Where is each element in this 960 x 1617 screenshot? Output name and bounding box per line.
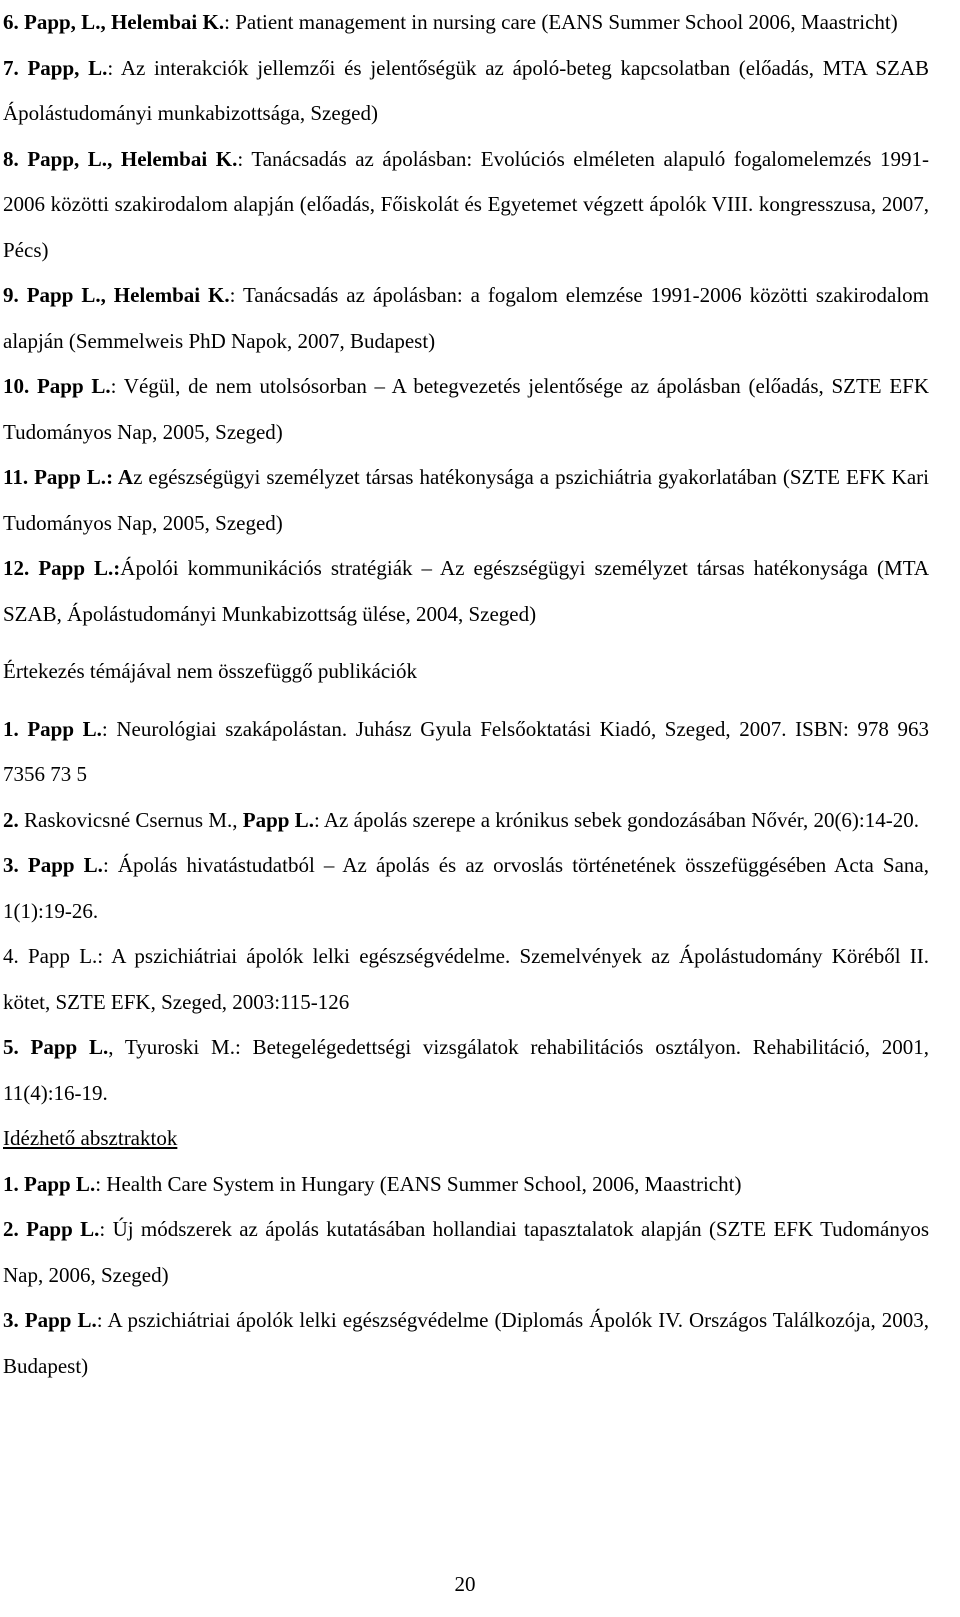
item-number: 9. [3,283,19,307]
item-number: 1. [3,1171,19,1196]
list-item [3,934,929,1025]
list-item [3,364,929,455]
author-bold: Papp L. [24,1308,97,1332]
citation-text: : Az ápolás szerepe a krónikus sebek gondozásában Nővér, 20(6):14-20. [313,807,920,832]
list-item [3,843,929,934]
list-item [3,273,929,364]
list-item [3,1207,929,1298]
list-item [3,1162,929,1208]
section-heading [3,1116,929,1162]
author-bold: Papp, L. [27,146,108,171]
author-bold: Papp L. [30,1035,109,1059]
item-number: 1. [3,716,19,741]
citation-text: : Ápolás hivatástudatból – Az ápolás és az orvoslás történetének összefüggésében Acta Sana, 1(1):19-26. [3,853,930,923]
author-bold: Papp L.: [38,556,121,580]
citation-text: , Tyuroski M.: Betegelégedettségi vizsgálatok rehabilitációs osztályon. Rehabilitáció, 2001, 11(4):16-19. [3,1035,929,1105]
list-item [3,46,929,137]
citation-text: : Tanácsadás az ápolásban: Evolúciós elméleten alapuló fogalomelemzés 1991-2006 közötti szakirodalom alapján (előadás, Főiskolát és Egyetemet végzett ápolók VIII. kongresszusa, 2007, Pécs) [3,146,929,262]
author-bold: Papp L. [34,465,107,489]
citation-text: : Tanácsadás az ápolásban: a fogalom elemzése 1991-2006 közötti szakirodalom alapján (Semmelweis PhD Napok, 2007, Budapest) [3,283,930,353]
citation-text: Papp L.: A pszichiátriai ápolók lelki egészségvédelme. Szemelvények az Ápolástudomány Köréből II. kötet, SZTE EFK, Szeged, 2003:115-126 [3,944,929,1014]
list-item [3,137,929,274]
item-number: 7. [3,55,19,80]
list-item [3,0,929,46]
citation-text: : Patient management in nursing care (EANS Summer School 2006, Maastricht) [224,10,898,34]
list-item [3,1025,929,1116]
list-item [3,1298,929,1389]
coauthor: , Helembai K. [107,146,238,171]
coauthor: : A [106,465,134,489]
item-number: 3. [3,853,19,877]
author-bold: Papp, L. [24,10,101,34]
author-bold: Papp L. [26,1217,100,1241]
citation-text: Ápolói kommunikációs stratégiák – Az egészségügyi személyzet társas hatékonysága (MTA SZAB, Ápolástudományi Munkabizottság ülése, 2004, Szeged) [3,556,930,626]
author-bold: Papp L. [26,283,101,307]
coauthor: Raskovicsné Csernus M., [18,807,243,832]
author-bold: Papp L. [36,374,111,398]
item-number: 12. [3,556,30,580]
citation-text: : Az interakciók jellemzői és jelentőségük az ápoló-beteg kapcsolatban (előadás, MTA SZAB Ápolástudományi munkabizottsága, Szeged) [3,55,929,125]
author-bold: Papp L. [24,1171,96,1196]
author-bold: Papp L. [242,807,314,832]
author-bold: Papp, L. [27,55,108,80]
item-number: 10. [3,374,30,398]
citation-text: z egészségügyi személyzet társas hatékonysága a pszichiátria gyakorlatában (SZTE EFK Kari Tudományos Nap, 2005, Szeged) [3,465,929,535]
citation-text: : Neurológiai szakápolástan. Juhász Gyula Felsőoktatási Kiadó, Szeged, 2007. ISBN: 978 963 7356 73 5 [3,716,930,786]
citation-text: : Health Care System in Hungary (EANS Summer School, 2006, Maastricht) [95,1171,742,1196]
item-number: 6. [3,10,19,34]
section-heading-text: Idézhető absztraktok [3,1126,178,1150]
item-number: 4. [3,944,19,968]
item-number: 2. [3,807,19,832]
item-number: 3. [3,1308,19,1332]
item-number: 11. [3,465,29,489]
author-bold: Papp L. [27,853,103,877]
citation-text: : A pszichiátriai ápolók lelki egészségvédelme (Diplomás Ápolók IV. Országos Találkozója, 2003, Budapest) [3,1308,929,1378]
citation-text: : Új módszerek az ápolás kutatásában hollandiai tapasztalatok alapján (SZTE EFK Tudományos Nap, 2006, Szeged) [3,1217,930,1287]
section-heading: Értekezés témájával nem összefüggő publikációk [3,659,418,683]
document-page [3,0,929,1389]
list-item [3,546,929,637]
list-item [3,707,929,798]
item-number: 8. [3,146,19,171]
coauthor: , Helembai K. [100,10,225,34]
list-item [3,455,929,546]
citation-text: : Végül, de nem utolsósorban – A betegvezetés jelentősége az ápolásban (előadás, SZTE EFK Tudományos Nap, 2005, Szeged) [3,374,930,444]
author-bold: Papp L. [27,716,102,741]
coauthor: , Helembai K. [100,283,230,307]
page-number: 20 [454,1572,476,1596]
list-item [3,798,929,844]
item-number: 2. [3,1217,19,1241]
item-number: 5. [3,1035,19,1059]
